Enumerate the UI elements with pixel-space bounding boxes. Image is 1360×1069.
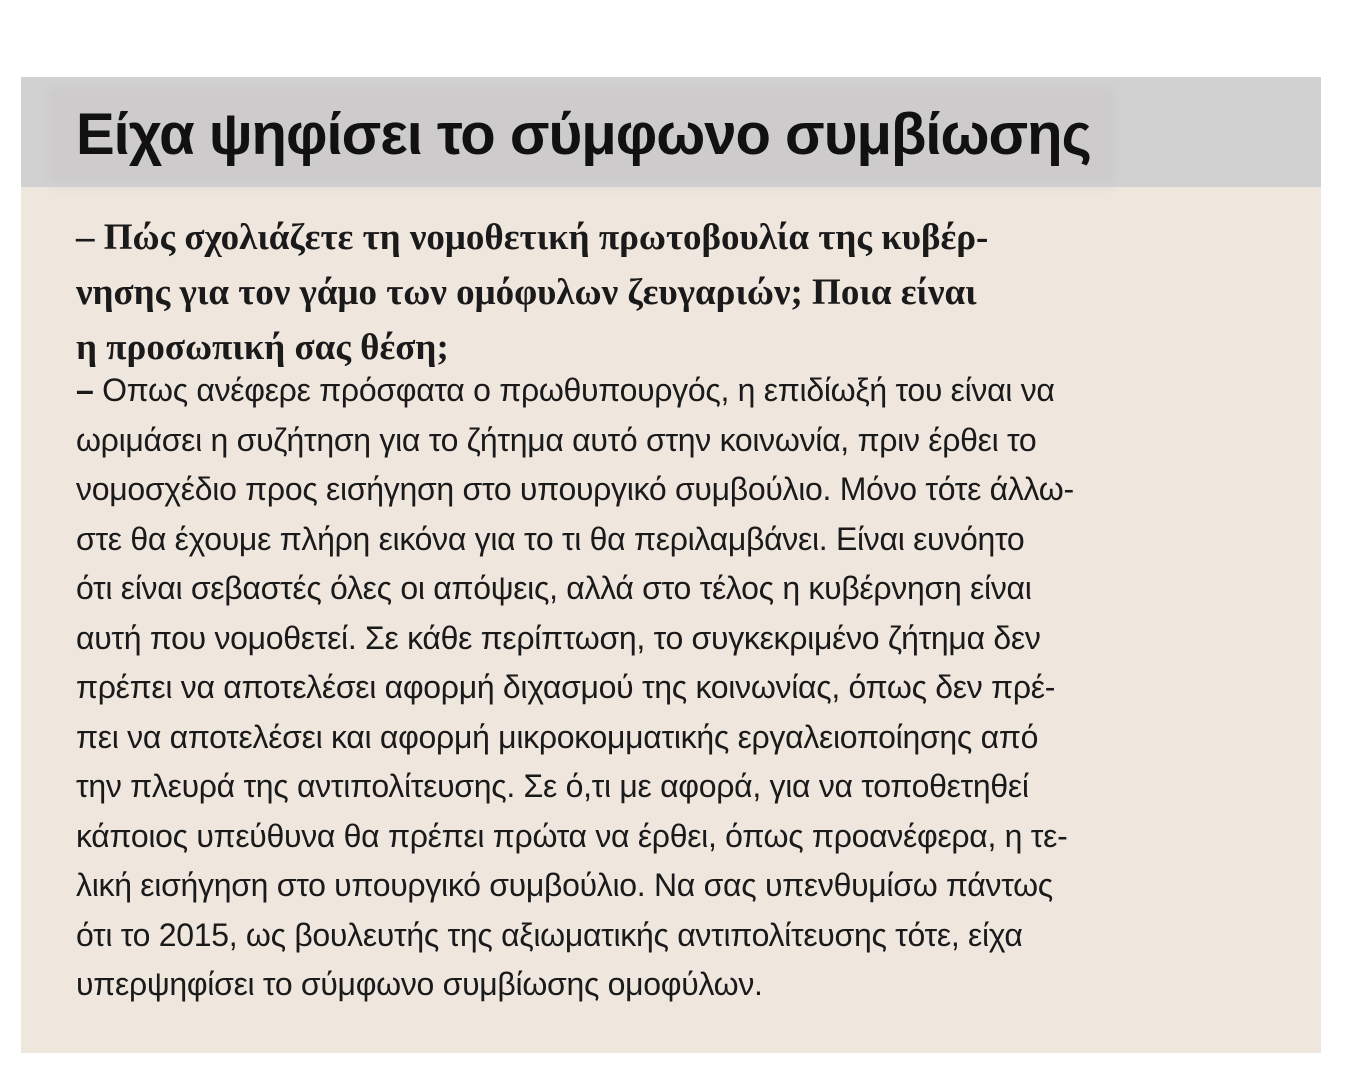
article-title: Είχα ψηφίσει το σύμφωνο συμβίωσης — [54, 93, 1109, 177]
answer-dash: – — [76, 372, 94, 408]
answer-line: ότι το 2015, ως βουλευτής της αξιωματικής αντιπολίτευσης τότε, είχα — [76, 916, 1023, 953]
answer-line: νομοσχέδιο προς εισήγηση στο υπουργικό συμβούλιο. Μόνο τότε άλλω- — [76, 471, 1074, 507]
answer-line: υπερψηφίσει το σύμφωνο συμβίωσης ομοφύλων. — [76, 966, 763, 1002]
question-line: – Πώς σχολιάζετε τη νομοθετική πρωτοβουλία της κυβέρ- — [76, 217, 989, 258]
answer-line: κάποιος υπεύθυνα θα πρέπει πρώτα να έρθει, όπως προανέφερα, η τε- — [76, 817, 1068, 854]
answer-line — [76, 366, 1276, 416]
answer-line: αυτή που νομοθετεί. Σε κάθε περίπτωση, το συγκεκριμένο ζήτημα δεν — [76, 619, 1041, 656]
answer-line: ωριμάσει η συζήτηση για το ζήτημα αυτό στην κοινωνία, πριν έρθει το — [76, 421, 1037, 458]
interview-answer — [76, 366, 1276, 1010]
answer-line: πει να αποτελέσει και αφορμή μικροκομματικής εργαλειοποίησης από — [76, 718, 1039, 755]
answer-line: την πλευρά της αντιπολίτευσης. Σε ό,τι με αφορά, για να τοποθετηθεί — [76, 768, 1029, 804]
title-bar — [21, 77, 1321, 187]
answer-line: πρέπει να αποτελέσει αφορμή διχασμού της κοινωνίας, όπως δεν πρέ- — [76, 669, 1056, 705]
question-line: η προσωπική σας θέση; — [76, 327, 449, 368]
answer-line-text: Οπως ανέφερε πρόσφατα ο πρωθυπουργός, η επιδίωξή του είναι να — [93, 372, 1055, 408]
interview-question — [76, 210, 1276, 375]
answer-line: ότι είναι σεβαστές όλες οι απόψεις, αλλά στο τέλος η κυβέρνηση είναι — [76, 570, 1032, 606]
answer-line: στε θα έχουμε πλήρη εικόνα για το τι θα περιλαμβάνει. Είναι ευνόητο — [76, 520, 1025, 557]
article-box — [21, 77, 1321, 1053]
question-line: νησης για τον γάμο των ομόφυλων ζευγαριών; Ποια είναι — [76, 272, 977, 313]
answer-line: λική εισήγηση στο υπουργικό συμβούλιο. Να σας υπενθυμίσω πάντως — [76, 867, 1053, 903]
